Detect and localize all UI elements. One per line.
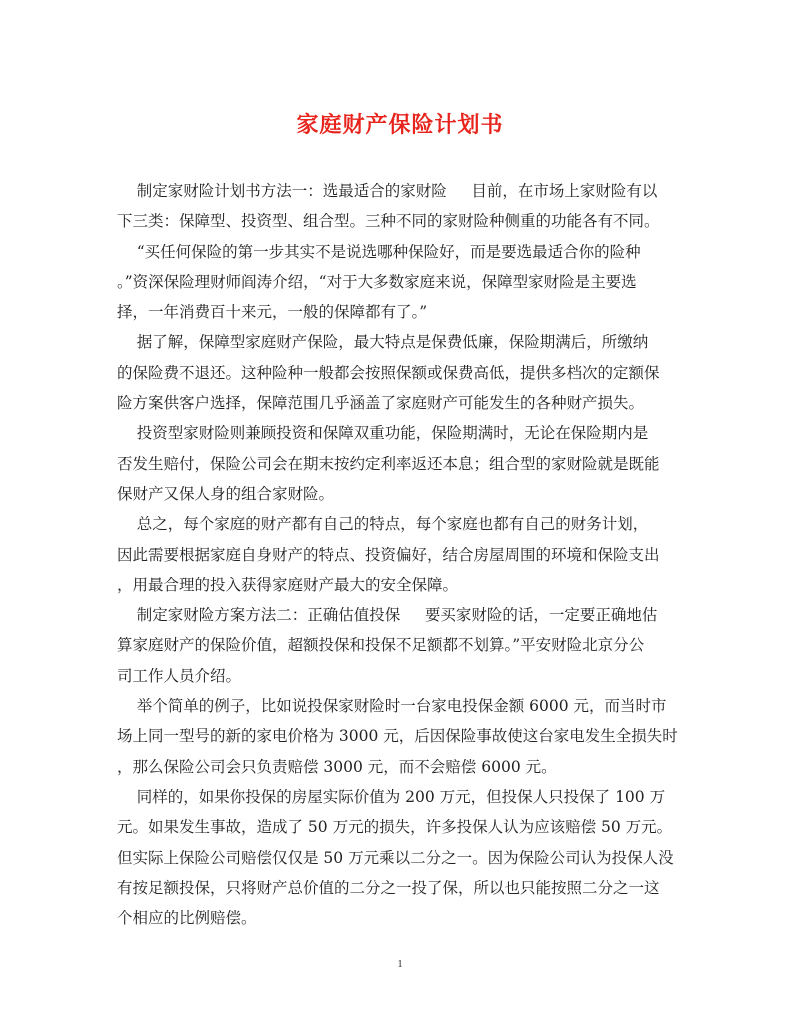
paragraph-line: “买任何保险的第一步其实不是说选哪种保险好，而是要选最适合你的险种 (117, 242, 641, 261)
paragraph-line: 。”资深保险理财师阎涛介绍，“对于大多数家庭来说，保障型家财险是主要选 (117, 272, 637, 291)
paragraph-line: 制定家财险方案方法二：正确估值投保 要买家财险的话，一定要正确地估 (117, 606, 658, 625)
paragraph-line: 因此需要根据家庭自身财产的特点、投资偏好，结合房屋周围的环境和保险支出 (117, 545, 660, 564)
paragraph-line: 下三类：保障型、投资型、组合型。三种不同的家财险种侧重的功能各有不同。 (117, 212, 660, 231)
paragraph (117, 782, 679, 933)
paragraph-line: 场上同一型号的新的家电价格为 3000 元，后因保险事故使这台家电发生全损失时 (117, 727, 678, 746)
paragraph (117, 691, 679, 782)
paragraph (117, 176, 679, 237)
paragraph-line: ，用最合理的投入获得家庭财产最大的安全保障。 (117, 575, 459, 594)
paragraph-line: 保财产又保人身的组合家财险。 (117, 484, 335, 503)
paragraph-line: 有按足额投保，只将财产总价值的二分之一投了保，所以也只能按照二分之一这 (117, 878, 660, 897)
paragraph-line: 算家庭财产的保险价值，超额投保和投保不足额都不划算。”平安财险北京分公 (117, 636, 645, 655)
paragraph-line: 否发生赔付，保险公司会在期末按约定利率返还本息；组合型的家财险就是既能 (117, 454, 660, 473)
paragraph-line: 总之，每个家庭的财产都有自己的特点，每个家庭也都有自己的财务计划， (117, 515, 649, 534)
paragraph-line: 同样的，如果你投保的房屋实际价值为 200 万元，但投保人只投保了 100 万 (117, 787, 666, 806)
paragraph-line: ，那么保险公司会只负责赔偿 3000 元，而不会赔偿 6000 元。 (117, 757, 557, 776)
paragraph-line: 制定家财险计划书方法一：选最适合的家财险 目前，在市场上家财险有以 (117, 182, 658, 200)
paragraph-line: 个相应的比例赔偿。 (117, 909, 257, 928)
paragraph (117, 237, 679, 328)
paragraph (117, 418, 679, 509)
paragraph (117, 509, 679, 600)
paragraph-line: 的保险费不退还。这种险种一般都会按照保额或保费高低，提供多档次的定额保 (117, 363, 660, 382)
paragraph (117, 600, 679, 691)
paragraph-line: 险方案供客户选择，保障范围几乎涵盖了家庭财产可能发生的各种财产损失。 (117, 394, 645, 413)
document-body (117, 176, 679, 933)
paragraph (117, 327, 679, 418)
paragraph-line: 司工作人员介绍。 (117, 666, 242, 685)
paragraph-line: 但实际上保险公司赔偿仅仅是 50 万元乘以二分之一。因为保险公司认为投保人没 (117, 848, 674, 867)
paragraph-line: 元。如果发生事故，造成了 50 万元的损失，许多投保人认为应该赔偿 50 万元。 (117, 818, 673, 837)
paragraph-line: 举个简单的例子，比如说投保家财险时一台家电投保金额 6000 元，而当时市 (117, 697, 667, 716)
page-number: 1 (397, 958, 403, 970)
paragraph-line: 投资型家财险则兼顾投资和保障双重功能，保险期满时，无论在保险期内是 (117, 424, 649, 443)
paragraph-line: 据了解，保障型家庭财产保险，最大特点是保费低廉，保险期满后，所缴纳 (117, 333, 649, 352)
paragraph-line: 择，一年消费百十来元，一般的保障都有了。” (117, 303, 428, 322)
page-title: 家庭财产保险计划书 (296, 112, 504, 138)
